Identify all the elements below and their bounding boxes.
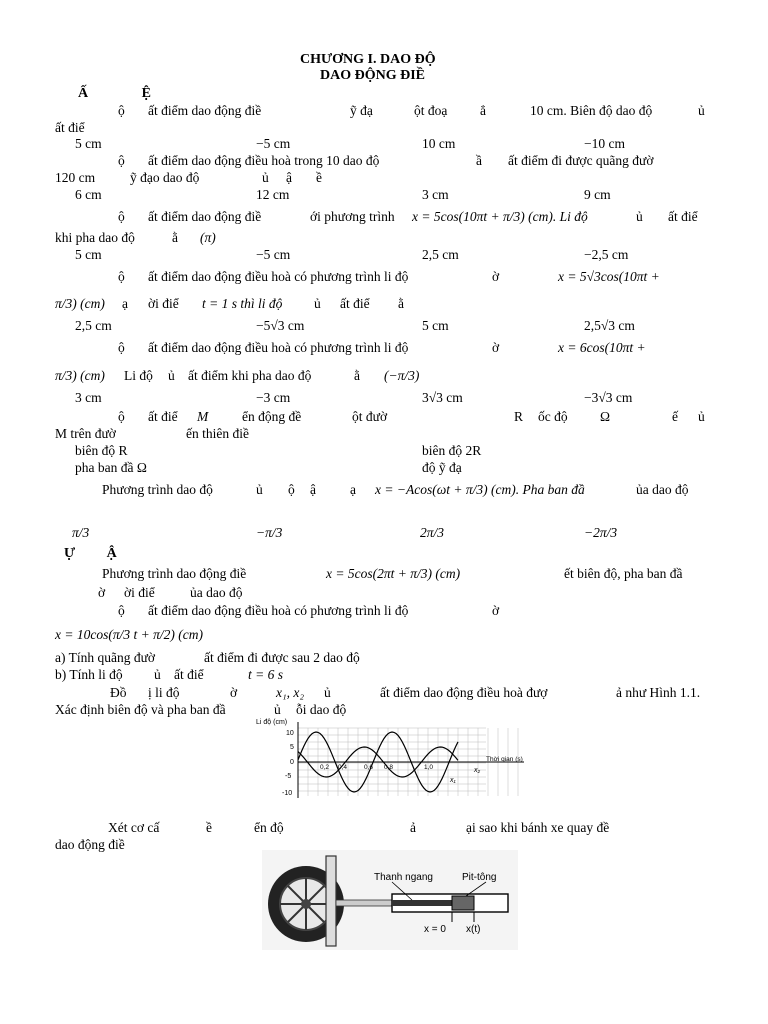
ytick-minus-5: -5 — [285, 773, 292, 780]
q3-option-c: 2,5 cm — [422, 247, 459, 262]
q2-frag-1: ộ — [118, 153, 125, 168]
q6-frag-2: ất điể — [148, 409, 178, 424]
xtick-1-0: 1,0 — [424, 764, 434, 771]
q2-option-a: 6 cm — [75, 187, 102, 202]
q3-option-a: 5 cm — [75, 247, 102, 262]
ytick-minus-10: -10 — [282, 790, 293, 797]
q5-option-c: 3√3 cm — [422, 390, 463, 405]
q3-frag-1: ộ — [118, 209, 125, 224]
q7-frag-6: ủa dao độ — [636, 482, 689, 497]
q3-frag-7: ằ — [172, 230, 178, 245]
q6-frag-7: ốc độ — [538, 409, 568, 424]
p4-frag-2: ề — [206, 820, 212, 835]
p2-frag-1: ộ — [118, 603, 125, 618]
q6-option-d: độ ỹ đạ — [422, 460, 462, 475]
q2-option-d: 9 cm — [584, 187, 611, 202]
p4-frag-1: Xét cơ cấ — [108, 820, 160, 835]
q2-frag-8: ậ — [286, 170, 292, 185]
q1-frag-3: ỹ đạ — [350, 103, 373, 118]
q4-frag-5: ời điể — [148, 296, 179, 311]
graph-svg — [254, 716, 530, 802]
y-axis-label: Li độ (cm) — [256, 719, 288, 726]
p2-part-b-3: ất điể — [174, 667, 204, 682]
figure-displacement-graph — [254, 716, 530, 802]
q3-option-b: −5 cm — [256, 247, 291, 262]
q2-frag-7: ủ — [262, 170, 269, 185]
q3-frag-3: ới phương trình — [310, 209, 395, 224]
xtick-0-6: 0,6 — [364, 764, 374, 771]
q5-option-b: −3 cm — [256, 390, 291, 405]
q5-frag-1: ộ — [118, 340, 125, 355]
q4-option-a: 2,5 cm — [75, 318, 112, 333]
q6-frag-1: ộ — [118, 409, 125, 424]
piston-rod — [392, 900, 452, 906]
p3-frag-5: ủ — [324, 685, 331, 700]
ytick-5: 5 — [290, 744, 294, 751]
q1-option-b: −5 cm — [256, 136, 291, 151]
section-title: DAO ĐỘNG ĐIỀ — [320, 68, 426, 83]
p3-frag-4: x₁, x₂ — [276, 685, 305, 700]
p3-frag-3: ờ — [230, 685, 238, 700]
p2-part-b-2: ủ — [154, 667, 161, 682]
label-x0: x = 0 — [424, 924, 446, 935]
p2-part-a: a) Tính quãng đườ — [55, 650, 156, 665]
q4-equation-part-1: x = 5√3cos(10πt + — [558, 269, 660, 284]
q4-option-c: 5 cm — [422, 318, 449, 333]
q4-option-b: −5√3 cm — [256, 318, 305, 333]
p4-frag-6: dao động điề — [55, 837, 125, 852]
q4-option-d: 2,5√3 cm — [584, 318, 635, 333]
q3-option-d: −2,5 cm — [584, 247, 629, 262]
p3-frag-8: Xác định biên độ và pha ban đầ — [55, 702, 226, 717]
q6-frag-4: ển động đề — [242, 409, 302, 424]
q7-equation: x = −Acos(ωt + π/3) (cm). Pha ban đầ — [375, 482, 585, 497]
q3-equation: x = 5cos(10πt + π/3) (cm). Li độ — [412, 209, 588, 224]
chapter-title: CHƯƠNG I. DAO ĐỘ — [300, 52, 436, 67]
q5-option-a: 3 cm — [75, 390, 102, 405]
q5-frag-6: ất điểm khi pha dao độ — [188, 368, 312, 383]
wheel-svg — [262, 850, 518, 950]
q1-frag-1: ộ — [118, 103, 125, 118]
q3-frag-8: (π) — [200, 230, 216, 245]
q2-frag-4: ất điểm đi được quãng đườ — [508, 153, 654, 168]
p1-equation: x = 5cos(2πt + π/3) (cm) — [326, 566, 461, 581]
q7-frag-2: ủ — [256, 482, 263, 497]
xtick-0-4: 0,4 — [338, 764, 348, 771]
q5-frag-4: Li độ — [124, 368, 153, 383]
q3-frag-6: khi pha dao độ — [55, 230, 135, 245]
q6-option-a: biên độ R — [75, 443, 128, 458]
q2-frag-3: ầ — [476, 153, 482, 168]
q5-frag-3: ờ — [492, 340, 500, 355]
q6-frag-10: ủ — [698, 409, 705, 424]
q7-option-b: −π/3 — [256, 525, 283, 540]
wheel-hub — [301, 899, 311, 909]
q6-frag-8: Ω — [600, 409, 611, 424]
q6-frag-5: ột đườ — [352, 409, 388, 424]
q4-frag-9: ằ — [398, 296, 404, 311]
q5-frag-5: ủ — [168, 368, 175, 383]
q3-frag-2: ất điểm dao động điề — [148, 209, 262, 224]
label-xt: x(t) — [466, 924, 481, 935]
q4-frag-1: ộ — [118, 269, 125, 284]
p4-frag-4: ả — [410, 820, 416, 835]
q1-frag-7: ủ — [698, 103, 705, 118]
q5-frag-2: ất điểm dao động điều hoà có phương trình li độ — [148, 340, 409, 355]
q1-option-d: −10 cm — [584, 136, 625, 151]
label-pit-tong: Pit-tông — [462, 872, 497, 883]
label-thanh-ngang: Thanh ngang — [374, 872, 433, 883]
curve-label-x2: x₂ — [474, 767, 481, 774]
p1-frag-1: Phương trình dao động điề — [102, 566, 247, 581]
p2-equation: x = 10cos(π/3 t + π/2) (cm) — [55, 627, 203, 642]
xtick-0-8: 0,8 — [384, 764, 394, 771]
section-a-heading: Ấ Ệ — [78, 86, 151, 101]
p3-frag-1: Đồ — [110, 685, 127, 700]
p1-frag-5: ủa dao độ — [190, 585, 243, 600]
q5-frag-8: (−π/3) — [384, 368, 420, 383]
q4-equation-part-2: π/3) (cm) — [55, 296, 105, 311]
x-axis-label: Thời gian (s) — [486, 756, 523, 763]
q1-frag-6: 10 cm. Biên độ dao độ — [530, 103, 653, 118]
ytick-0: 0 — [290, 759, 294, 766]
section-b-heading: Ự Ậ — [64, 546, 117, 561]
p2-part-a-2: ất điểm đi được sau 2 dao độ — [204, 650, 360, 665]
p2-frag-3: ờ — [492, 603, 500, 618]
p2-frag-2: ất điểm dao động điều hoà có phương trình li độ — [148, 603, 409, 618]
p1-frag-4: ời điể — [124, 585, 155, 600]
q2-frag-5: 120 cm — [55, 170, 96, 185]
vertical-slider — [326, 856, 336, 946]
q7-frag-1: Phương trình dao độ — [102, 482, 213, 497]
p3-frag-10: ỗi dao độ — [296, 702, 347, 717]
q2-frag-9: ề — [316, 170, 322, 185]
p3-frag-2: ị li độ — [148, 685, 180, 700]
q7-frag-3: ộ — [288, 482, 295, 497]
q1-frag-8: ất điể — [55, 120, 85, 135]
q7-option-d: −2π/3 — [584, 525, 618, 540]
q6-frag-6: R — [514, 409, 524, 424]
p2-part-b-4: t = 6 s — [248, 667, 283, 682]
q4-frag-2: ất điểm dao động điều hoà có phương trình li độ — [148, 269, 409, 284]
q3-frag-5: ất điể — [668, 209, 698, 224]
q5-equation-part-1: x = 6cos(10πt + — [558, 340, 646, 355]
figure-wheel-piston — [262, 850, 518, 950]
q7-option-c: 2π/3 — [420, 525, 445, 540]
q4-frag-6: t = 1 s thì li độ — [202, 296, 283, 311]
q4-frag-3: ờ — [492, 269, 500, 284]
q4-frag-8: ất điể — [340, 296, 370, 311]
p1-frag-2: ết biên độ, pha ban đầ — [564, 566, 683, 581]
p3-frag-9: ủ — [274, 702, 281, 717]
xtick-0-2: 0,2 — [320, 764, 330, 771]
q5-frag-7: ằ — [354, 368, 360, 383]
q6-frag-9: ế — [672, 409, 678, 424]
q6-option-b: biên độ 2R — [422, 443, 482, 458]
q2-frag-2: ất điểm dao động điều hoà trong 10 dao độ — [148, 153, 380, 168]
q1-frag-4: ột đoạ — [414, 103, 448, 118]
q6-option-c: pha ban đầ Ω — [75, 460, 147, 475]
p3-frag-7: ả như Hình 1.1. — [616, 685, 701, 700]
q1-frag-5: ẳ — [480, 103, 486, 118]
q1-option-a: 5 cm — [75, 136, 102, 151]
p4-frag-3: ển độ — [254, 820, 284, 835]
piston — [452, 896, 474, 910]
q7-frag-4: ậ — [310, 482, 316, 497]
q6-frag-11: M trên đườ — [55, 426, 116, 441]
q2-option-c: 3 cm — [422, 187, 449, 202]
q2-frag-6: ỹ đạo dao độ — [130, 170, 200, 185]
p3-frag-6: ất điểm dao động điều hoà đượ — [380, 685, 548, 700]
curve-label-x1: x₁ — [450, 777, 456, 784]
ytick-10: 10 — [286, 730, 294, 737]
q3-frag-4: ủ — [636, 209, 643, 224]
q7-frag-5: ạ — [350, 482, 356, 497]
q5-option-d: −3√3 cm — [584, 390, 633, 405]
q2-option-b: 12 cm — [256, 187, 290, 202]
q6-frag-3: M — [197, 409, 209, 424]
q6-frag-12: ến thiên điề — [186, 426, 249, 441]
q1-option-c: 10 cm — [422, 136, 456, 151]
q7-option-a: π/3 — [72, 525, 90, 540]
q1-frag-2: ất điểm dao động điề — [148, 103, 262, 118]
q4-frag-4: ạ — [122, 296, 128, 311]
p2-part-b: b) Tính li độ — [55, 667, 123, 682]
q5-equation-part-2: π/3) (cm) — [55, 368, 105, 383]
p1-frag-3: ờ — [98, 585, 106, 600]
q4-frag-7: ủ — [314, 296, 321, 311]
p4-frag-5: ại sao khi bánh xe quay đề — [466, 820, 610, 835]
